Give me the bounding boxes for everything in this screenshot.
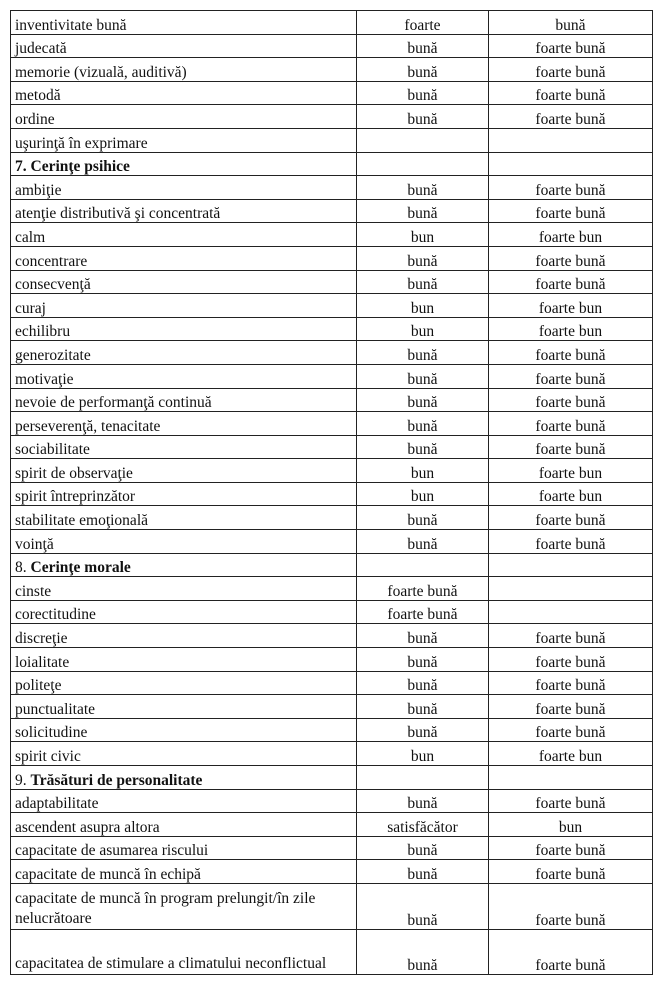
trait-label: spirit de observaţie	[11, 459, 357, 483]
required-level: foarte bună	[489, 435, 653, 459]
required-level: foarte bună	[489, 648, 653, 672]
current-level: bun	[357, 223, 489, 247]
trait-row	[11, 341, 653, 365]
trait-label: motivaţie	[11, 364, 357, 388]
current-level	[357, 128, 489, 152]
current-level: bună	[357, 695, 489, 719]
trait-label: consecvenţă	[11, 270, 357, 294]
trait-label: judecată	[11, 34, 357, 58]
required-level: bun	[489, 813, 653, 837]
current-level: bună	[357, 364, 489, 388]
required-level: foarte bună	[489, 58, 653, 82]
empty-cell	[357, 766, 489, 790]
section-title-cell	[11, 152, 357, 176]
current-level: bună	[357, 412, 489, 436]
requirements-table	[10, 10, 653, 975]
trait-label: cinste	[11, 577, 357, 601]
current-level: bună	[357, 506, 489, 530]
trait-row	[11, 836, 653, 860]
trait-row	[11, 364, 653, 388]
trait-label: ordine	[11, 105, 357, 129]
trait-label: curaj	[11, 294, 357, 318]
requirements-table-body	[11, 11, 653, 975]
required-level: foarte bună	[489, 789, 653, 813]
current-level: bună	[357, 58, 489, 82]
current-level: bun	[357, 459, 489, 483]
trait-label: perseverenţă, tenacitate	[11, 412, 357, 436]
current-level: bună	[357, 341, 489, 365]
trait-label: capacitate de muncă în echipă	[11, 860, 357, 884]
empty-cell	[489, 766, 653, 790]
current-level: bună	[357, 246, 489, 270]
trait-row	[11, 388, 653, 412]
trait-row	[11, 813, 653, 837]
trait-row	[11, 81, 653, 105]
required-level: foarte bun	[489, 223, 653, 247]
section-number: 7.	[15, 158, 27, 176]
trait-row	[11, 929, 653, 975]
trait-label: concentrare	[11, 246, 357, 270]
trait-row	[11, 742, 653, 766]
trait-label: sociabilitate	[11, 435, 357, 459]
required-level: foarte bun	[489, 482, 653, 506]
trait-row	[11, 671, 653, 695]
trait-label: calm	[11, 223, 357, 247]
trait-row	[11, 695, 653, 719]
section-header-row	[11, 766, 653, 790]
current-level: bună	[357, 929, 489, 975]
current-level: bună	[357, 860, 489, 884]
empty-cell	[357, 553, 489, 577]
required-level: foarte bună	[489, 506, 653, 530]
trait-label: memorie (vizuală, auditivă)	[11, 58, 357, 82]
section-number: 9.	[15, 771, 27, 789]
trait-row	[11, 530, 653, 554]
current-level: bun	[357, 294, 489, 318]
required-level: foarte bună	[489, 624, 653, 648]
trait-row	[11, 128, 653, 152]
trait-row	[11, 34, 653, 58]
trait-label: atenţie distributivă şi concentrată	[11, 199, 357, 223]
required-level: foarte bun	[489, 459, 653, 483]
current-level: bună	[357, 270, 489, 294]
current-level: bun	[357, 482, 489, 506]
required-level: foarte bună	[489, 836, 653, 860]
trait-label: ambiţie	[11, 176, 357, 200]
required-level: foarte bună	[489, 883, 653, 929]
current-level: bună	[357, 176, 489, 200]
current-level: bună	[357, 648, 489, 672]
required-level: foarte bună	[489, 364, 653, 388]
trait-row	[11, 412, 653, 436]
current-level: bună	[357, 199, 489, 223]
trait-row	[11, 58, 653, 82]
required-level: foarte bună	[489, 105, 653, 129]
current-level: bună	[357, 105, 489, 129]
current-level: bună	[357, 34, 489, 58]
empty-cell	[489, 152, 653, 176]
required-level	[489, 577, 653, 601]
required-level: foarte bună	[489, 860, 653, 884]
section-title-cell	[11, 553, 357, 577]
required-level: foarte bună	[489, 81, 653, 105]
trait-row	[11, 600, 653, 624]
required-level: foarte bună	[489, 388, 653, 412]
trait-row	[11, 506, 653, 530]
required-level: foarte bună	[489, 530, 653, 554]
trait-label: solicitudine	[11, 718, 357, 742]
section-header-row	[11, 553, 653, 577]
trait-label: spirit civic	[11, 742, 357, 766]
required-level: foarte bună	[489, 199, 653, 223]
current-level: bună	[357, 836, 489, 860]
trait-row	[11, 435, 653, 459]
trait-row	[11, 883, 653, 929]
trait-row	[11, 624, 653, 648]
required-level: foarte bună	[489, 341, 653, 365]
trait-label: punctualitate	[11, 695, 357, 719]
required-level: foarte bună	[489, 718, 653, 742]
section-title: Trăsături de personalitate	[30, 771, 203, 789]
current-level: bună	[357, 624, 489, 648]
required-level: foarte bună	[489, 34, 653, 58]
trait-row	[11, 199, 653, 223]
current-level: bună	[357, 388, 489, 412]
trait-label: voinţă	[11, 530, 357, 554]
section-title: Cerinţe psihice	[30, 158, 130, 176]
current-level: bună	[357, 718, 489, 742]
required-level	[489, 128, 653, 152]
trait-label: metodă	[11, 81, 357, 105]
trait-label: capacitate de asumarea riscului	[11, 836, 357, 860]
required-level: foarte bună	[489, 695, 653, 719]
trait-label: echilibru	[11, 317, 357, 341]
current-level: foarte bună	[357, 600, 489, 624]
required-level: foarte bună	[489, 270, 653, 294]
trait-row	[11, 270, 653, 294]
trait-label: spirit întreprinzător	[11, 482, 357, 506]
trait-row	[11, 577, 653, 601]
empty-cell	[357, 152, 489, 176]
current-level: bună	[357, 435, 489, 459]
trait-row	[11, 294, 653, 318]
trait-label: stabilitate emoţională	[11, 506, 357, 530]
trait-label: inventivitate bună	[11, 11, 357, 35]
trait-row	[11, 718, 653, 742]
trait-label: capacitatea de stimulare a climatului neconflictual	[11, 929, 357, 975]
section-number: 8.	[15, 559, 27, 577]
trait-label: ascendent asupra altora	[11, 813, 357, 837]
required-level: foarte bun	[489, 742, 653, 766]
required-level: foarte bună	[489, 671, 653, 695]
current-level: bună	[357, 530, 489, 554]
current-level: bună	[357, 671, 489, 695]
trait-row	[11, 648, 653, 672]
trait-row	[11, 789, 653, 813]
trait-label: loialitate	[11, 648, 357, 672]
section-title: Cerinţe morale	[30, 559, 131, 577]
required-level: foarte bună	[489, 246, 653, 270]
required-level: foarte bună	[489, 176, 653, 200]
required-level	[489, 600, 653, 624]
section-header-row	[11, 152, 653, 176]
current-level: bun	[357, 742, 489, 766]
trait-row	[11, 11, 653, 35]
current-level: foarte bună	[357, 577, 489, 601]
trait-row	[11, 459, 653, 483]
section-title-cell	[11, 766, 357, 790]
trait-label: nevoie de performanţă continuă	[11, 388, 357, 412]
required-level: foarte bună	[489, 412, 653, 436]
trait-label: corectitudine	[11, 600, 357, 624]
trait-label: uşurinţă în exprimare	[11, 128, 357, 152]
trait-row	[11, 860, 653, 884]
required-level: foarte bun	[489, 317, 653, 341]
current-level: foarte	[357, 11, 489, 35]
trait-label: generozitate	[11, 341, 357, 365]
trait-label: discreţie	[11, 624, 357, 648]
trait-row	[11, 482, 653, 506]
required-level: foarte bun	[489, 294, 653, 318]
empty-cell	[489, 553, 653, 577]
current-level: bun	[357, 317, 489, 341]
trait-row	[11, 246, 653, 270]
current-level: bună	[357, 883, 489, 929]
current-level: satisfăcător	[357, 813, 489, 837]
trait-row	[11, 105, 653, 129]
trait-label: adaptabilitate	[11, 789, 357, 813]
current-level: bună	[357, 81, 489, 105]
required-level: bună	[489, 11, 653, 35]
trait-row	[11, 223, 653, 247]
trait-label: politeţe	[11, 671, 357, 695]
trait-row	[11, 176, 653, 200]
trait-label: capacitate de muncă în program prelungit/în zile nelucrătoare	[11, 883, 357, 929]
trait-row	[11, 317, 653, 341]
required-level: foarte bună	[489, 929, 653, 975]
current-level: bună	[357, 789, 489, 813]
